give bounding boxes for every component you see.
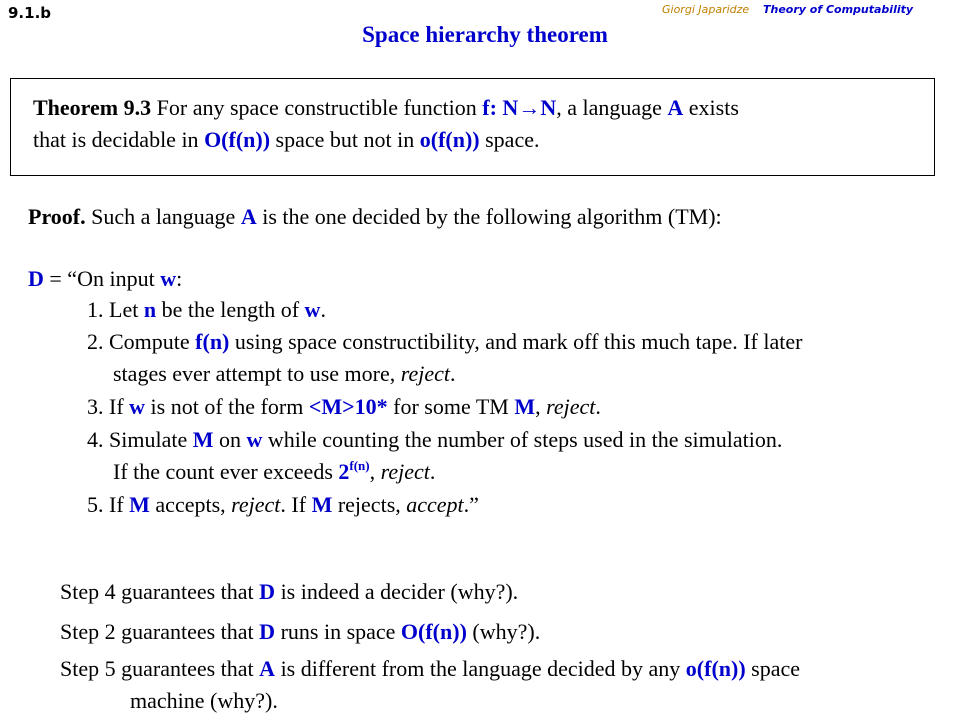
theorem-text: exists xyxy=(683,95,739,120)
step-text: . xyxy=(429,459,436,484)
symbol: 2 xyxy=(338,459,350,484)
note-text: is indeed a decider (why?). xyxy=(275,579,519,604)
slide-number: 9.1.b xyxy=(8,4,52,22)
symbol: w xyxy=(246,427,263,452)
theorem-text: space but not in xyxy=(270,127,420,152)
symbol: f(n) xyxy=(195,329,230,354)
step-text: be the length of xyxy=(156,297,305,322)
step-text: . xyxy=(595,394,601,419)
step-text: , xyxy=(369,459,381,484)
step-text: 5. If xyxy=(87,492,130,517)
algorithm-step-4-cont xyxy=(113,459,435,485)
exponent: f(n) xyxy=(349,458,370,473)
algorithm-step-1 xyxy=(87,297,326,323)
symbol: A xyxy=(259,656,276,681)
step-text: on xyxy=(213,427,247,452)
symbol: w xyxy=(129,394,146,419)
theorem-function: f: N→N xyxy=(482,95,557,120)
proof-text: Such a language xyxy=(85,204,241,229)
theorem-label: Theorem 9.3 xyxy=(33,95,152,120)
symbol: M xyxy=(311,492,333,517)
step-text: 2. Compute xyxy=(87,329,196,354)
note-1 xyxy=(60,579,518,605)
page-title: Space hierarchy theorem xyxy=(362,22,608,47)
step-text: 4. Simulate xyxy=(87,427,193,452)
step-text: stages ever attempt to use more, xyxy=(113,361,401,386)
small-o-term: o(f(n)) xyxy=(419,127,480,152)
note-text: machine (why?). xyxy=(130,688,278,713)
theorem-text: that is decidable in xyxy=(33,127,205,152)
note-text: Step 4 guarantees that xyxy=(60,579,260,604)
step-text: .” xyxy=(463,492,479,517)
step-text: using space constructibility, and mark off this much tape. If later xyxy=(229,329,803,354)
proof-text: is the one decided by the following algorithm (TM): xyxy=(256,204,722,229)
machine-name: D xyxy=(28,266,44,291)
note-text: Step 2 guarantees that xyxy=(60,619,260,644)
step-text: rejects, xyxy=(332,492,407,517)
symbol: M xyxy=(514,394,536,419)
symbol: n xyxy=(143,297,157,322)
note-3 xyxy=(60,656,800,682)
theorem-line-2 xyxy=(33,127,539,153)
note-text: Step 5 guarantees that xyxy=(60,656,260,681)
note-text: runs in space xyxy=(275,619,401,644)
algorithm-header xyxy=(28,266,182,292)
algorithm-step-4 xyxy=(87,427,782,453)
proof-label: Proof. xyxy=(28,204,86,229)
algorithm-step-2 xyxy=(87,329,802,355)
theorem-line-1 xyxy=(33,95,739,121)
step-text: . If xyxy=(280,492,312,517)
symbol: D xyxy=(259,619,276,644)
step-text: 3. If xyxy=(87,394,130,419)
big-o-term: O(f(n)) xyxy=(400,619,467,644)
step-text: while counting the number of steps used in the simulation. xyxy=(262,427,783,452)
step-text: accepts, xyxy=(149,492,232,517)
form-pattern: <M>10* xyxy=(308,394,388,419)
step-text: If the count ever exceeds xyxy=(113,459,339,484)
algorithm-text: : xyxy=(176,266,183,291)
step-text: , xyxy=(535,394,547,419)
language-symbol: A xyxy=(240,204,257,229)
reject-word: reject xyxy=(231,492,281,517)
symbol: M xyxy=(129,492,150,517)
note-2 xyxy=(60,619,540,645)
input-symbol: w xyxy=(160,266,177,291)
algorithm-step-5 xyxy=(87,492,479,518)
big-o-term: O(f(n)) xyxy=(204,127,271,152)
symbol: w xyxy=(304,297,321,322)
header-course: Theory of Computability xyxy=(763,3,914,16)
note-text: space xyxy=(745,656,801,681)
step-text: for some TM xyxy=(387,394,515,419)
reject-word: reject xyxy=(400,361,451,386)
symbol: M xyxy=(192,427,214,452)
theorem-text: For any space constructible function xyxy=(151,95,483,120)
step-text: is not of the form xyxy=(145,394,309,419)
reject-word: reject xyxy=(380,459,430,484)
language-symbol: A xyxy=(667,95,684,120)
algorithm-step-2-cont xyxy=(113,361,456,387)
algorithm-text: = “On input xyxy=(43,266,161,291)
theorem-text: space. xyxy=(479,127,540,152)
theorem-text: , a language xyxy=(556,95,668,120)
note-text: is different from the language decided by any xyxy=(275,656,686,681)
accept-word: accept xyxy=(406,492,464,517)
note-3-cont xyxy=(130,688,278,714)
symbol: D xyxy=(259,579,276,604)
note-text: (why?). xyxy=(466,619,541,644)
header-author: Giorgi Japaridze xyxy=(662,3,750,16)
step-text: 1. Let xyxy=(87,297,144,322)
small-o-term: o(f(n)) xyxy=(685,656,746,681)
algorithm-step-3 xyxy=(87,394,601,420)
proof-line xyxy=(28,204,722,230)
reject-word: reject xyxy=(546,394,596,419)
step-text: . xyxy=(450,361,456,386)
step-text: . xyxy=(320,297,326,322)
